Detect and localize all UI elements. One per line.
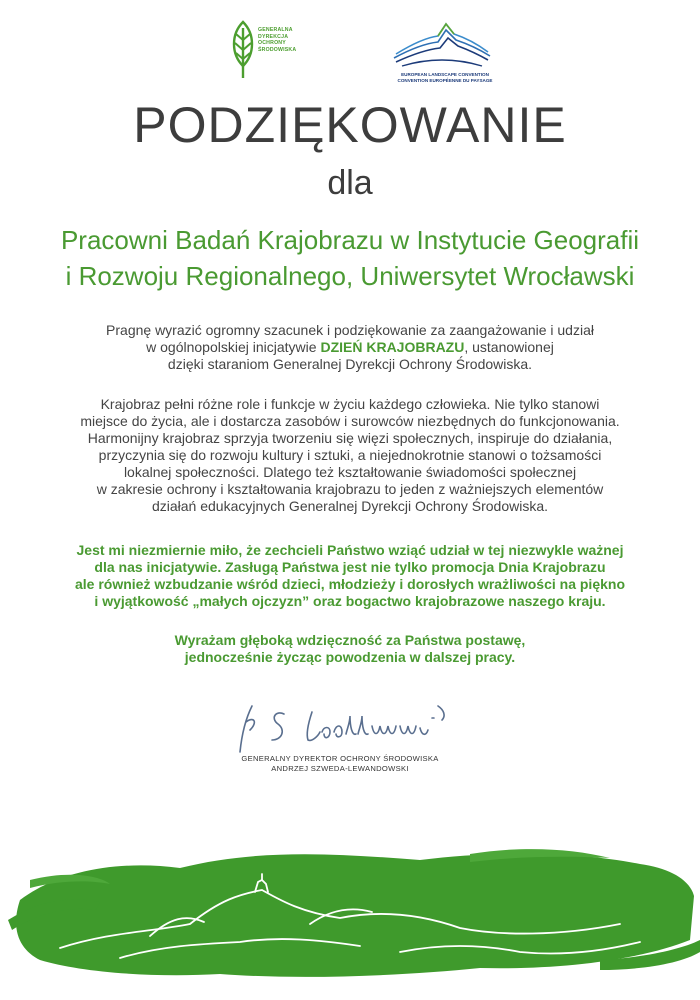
gdos-line: DYREKCJA xyxy=(258,33,289,40)
mountain-lines-icon xyxy=(392,14,492,70)
text-segment: w ogólnopolskiej inicjatywie xyxy=(146,339,321,355)
gdos-line: OCHRONY xyxy=(258,40,286,47)
paragraph-line: Harmonijny krajobraz sprzyja tworzeniu się więzi społecznych, inspiruje do działania, xyxy=(87,430,613,446)
paragraph-line: Jest mi niezmiernie miło, że zechcieli Państwo wziąć udział w tej niezwykle ważnej xyxy=(76,542,624,558)
paragraph-line xyxy=(40,339,660,356)
paragraph-line: lokalnej społeczności. Dlatego też kształtowanie świadomości społecznej xyxy=(123,464,577,480)
recipient-line: i Rozwoju Regionalnego, Uniwersytet Wrocławski xyxy=(65,261,635,291)
leaf-tree-icon xyxy=(228,18,258,80)
recipient-name xyxy=(0,222,700,294)
paragraph-line: Pragnę wyrazić ogromny szacunek i podziękowanie za zaangażowanie i udział xyxy=(106,322,594,338)
elc-line: CONVENTION EUROPÉENNE DU PAYSAGE xyxy=(397,77,493,83)
dzien-krajobrazu-highlight: DZIEŃ KRAJOBRAZU xyxy=(320,339,465,355)
text-segment: , ustanowionej xyxy=(464,339,554,355)
page-title: PODZIĘKOWANIE xyxy=(133,97,567,153)
paragraph-line: Krajobraz pełni różne role i funkcje w życiu każdego człowieka. Nie tylko stanowi xyxy=(100,396,600,412)
paragraph-line: ale również wzbudzanie wśród dzieci, młodzieży i dorosłych wrażliwości na piękno xyxy=(74,576,625,592)
elc-logo xyxy=(380,14,500,86)
paragraph-line: działań edukacyjnych Generalnej Dyrekcji Ochrony Środowiska. xyxy=(151,498,549,514)
gdos-line: GENERALNA xyxy=(258,27,293,33)
elc-logo-text xyxy=(380,72,510,83)
paragraph-thanks xyxy=(40,542,660,610)
paragraph-line: miejsce do życia, ale i dostarcza zasobów i surowców niezbędnych do funkcjonowania. xyxy=(80,413,620,429)
paragraph-line: w zakresie ochrony i kształtowania krajobrazu to jeden z ważniejszych elementów xyxy=(96,481,604,497)
paragraph-line: Wyrażam głęboką wdzięczność za Państwa postawę, xyxy=(174,632,526,648)
paragraph-line: dla nas inicjatywie. Zasługą Państwa jest nie tylko promocja Dnia Krajobrazu xyxy=(94,559,606,575)
paragraph-line: i wyjątkowość „małych ojczyzn” oraz bogactwo krajobrazowe naszego kraju. xyxy=(94,593,606,609)
paragraph-landscape xyxy=(40,396,660,515)
gdos-logo xyxy=(228,18,308,80)
paragraph-line: jednocześnie życząc powodzenia w dalszej pracy. xyxy=(184,649,516,665)
paragraph-line: dzięki staraniom Generalnej Dyrekcji Ochrony Środowiska. xyxy=(167,356,533,372)
paragraph-intro xyxy=(40,322,660,373)
elc-line: EUROPEAN LANDSCAPE CONVENTION xyxy=(401,72,489,77)
paragraph-line: przyczynia się do rozwoju kultury i sztuki, a niejednokrotnie stanowi o tożsamości xyxy=(98,447,602,463)
dla-word: dla xyxy=(327,164,373,202)
paragraph-gratitude xyxy=(40,632,660,666)
recipient-line: Pracowni Badań Krajobrazu w Instytucie Geografii xyxy=(60,225,640,255)
signatory-caption xyxy=(210,754,470,774)
signatory-name: ANDRZEJ SZWEDA-LEWANDOWSKI xyxy=(271,764,409,773)
gdos-line: ŚRODOWISKA xyxy=(258,46,297,53)
handwritten-signature xyxy=(232,696,472,756)
signatory-role: GENERALNY DYREKTOR OCHRONY ŚRODOWISKA xyxy=(241,754,439,763)
gdos-logo-text xyxy=(258,27,318,53)
green-landscape-illustration xyxy=(0,840,700,1000)
